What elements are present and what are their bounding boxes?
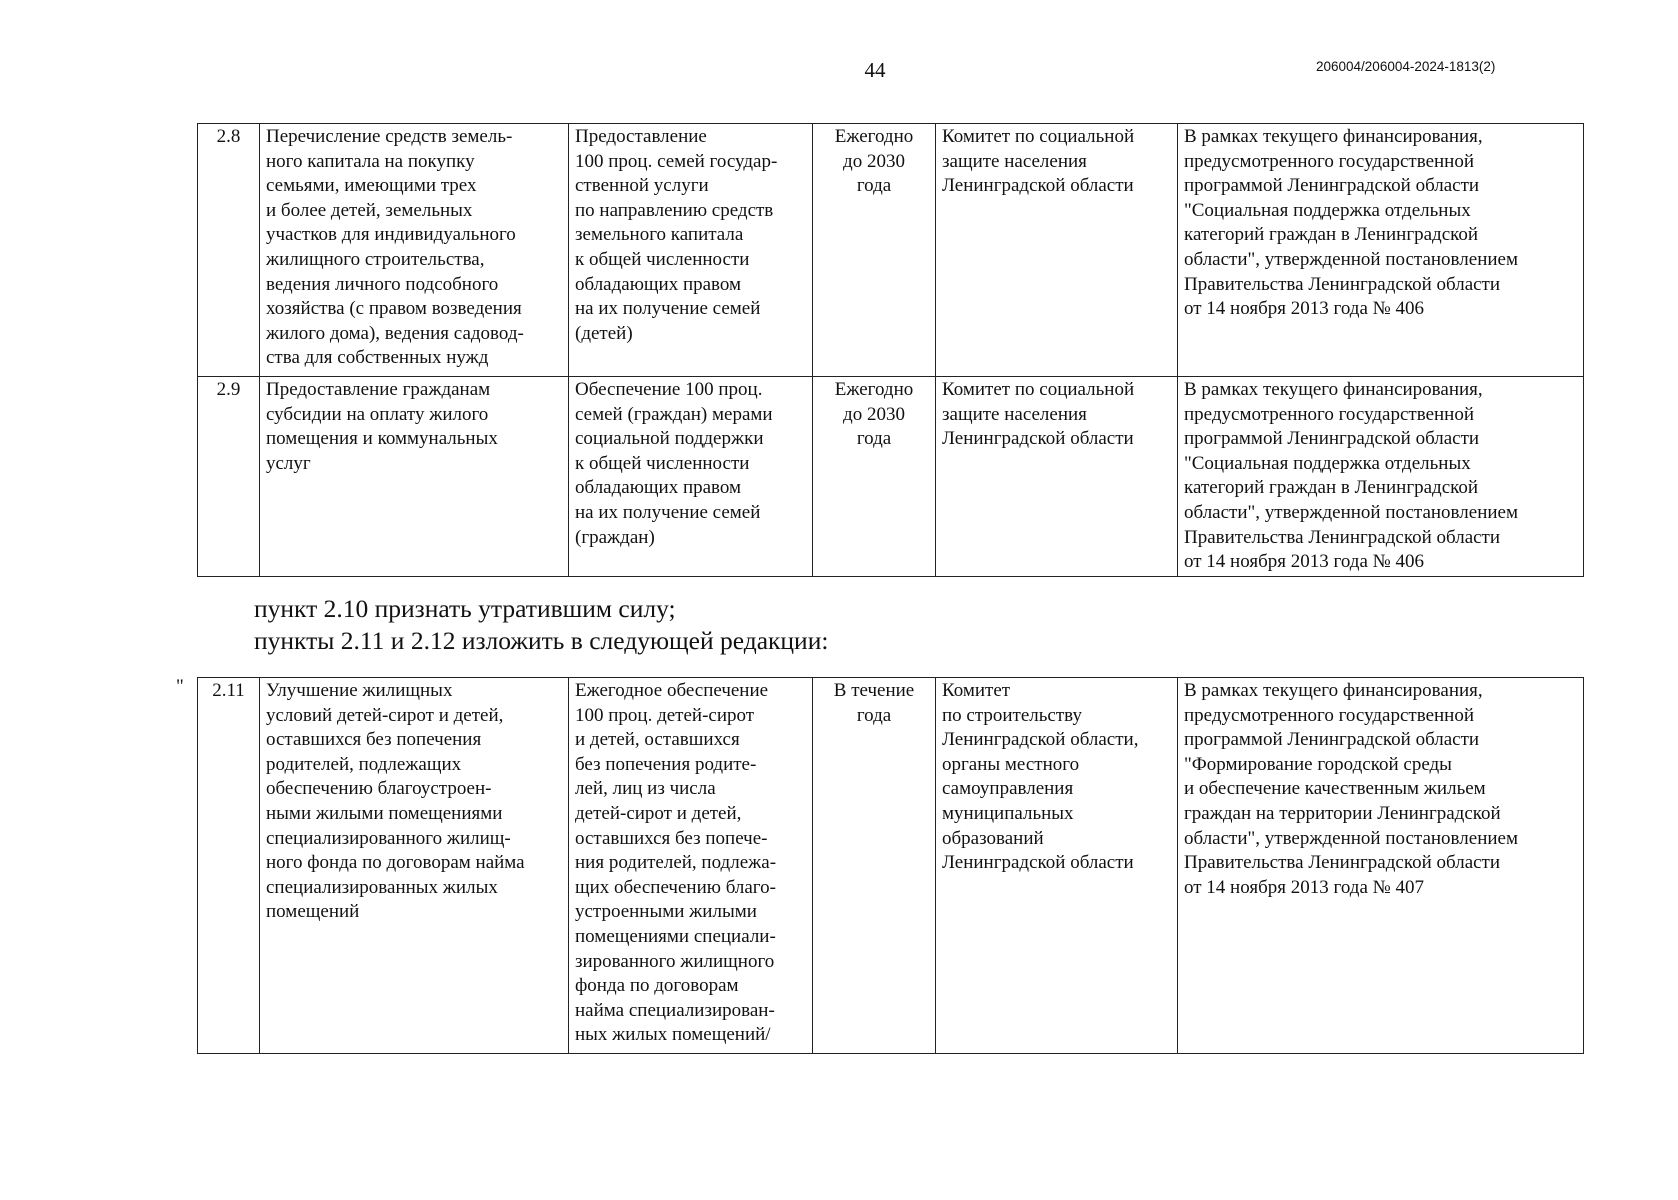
executor-cell: Комитет по строительству Ленинградской области, органы местного самоуправления муниципальных образований Ленинградской области xyxy=(936,678,1178,1054)
amendment-text xyxy=(254,593,828,657)
measure-cell: Предоставление гражданам субсидии на оплату жилого помещения и коммунальных услуг xyxy=(260,377,569,577)
term-cell: Ежегодно до 2030 года xyxy=(813,124,936,377)
measures-table-bottom xyxy=(197,677,1584,1054)
executor-cell: Комитет по социальной защите населения Ленинградской области xyxy=(936,377,1178,577)
quote-mark: " xyxy=(176,676,184,697)
table-row xyxy=(198,124,1584,377)
measures-table-top xyxy=(197,123,1584,577)
page-number: 44 xyxy=(864,58,886,82)
row-number: 2.8 xyxy=(198,124,260,377)
measure-cell: Перечисление средств земель- ного капитала на покупку семьями, имеющими трех и более детей, земельных участков для индивидуального жилищного строительства, ведения личного подсобного хозяйства (с правом возведения жилого дома), ведения садовод- ства для собственных нужд xyxy=(260,124,569,377)
measure-cell: Улучшение жилищных условий детей-сирот и детей, оставшихся без попечения родителей, подлежащих обеспечению благоустроен- ными жилыми помещениями специализированного жилищ- ного фонда по договорам найма специализированных жилых помещений xyxy=(260,678,569,1054)
document-id: 206004/206004-2024-1813(2) xyxy=(1316,59,1496,74)
executor-cell: Комитет по социальной защите населения Ленинградской области xyxy=(936,124,1178,377)
row-number: 2.9 xyxy=(198,377,260,577)
amendment-line: пункты 2.11 и 2.12 изложить в следующей редакции: xyxy=(254,626,829,655)
indicator-cell: Предоставление 100 проц. семей государ- ственной услуги по направлению средств земельного капитала к общей численности обладающих правом на их получение семей (детей) xyxy=(569,124,813,377)
indicator-cell: Обеспечение 100 проц. семей (граждан) мерами социальной поддержки к общей численности обладающих правом на их получение семей (граждан) xyxy=(569,377,813,577)
table-row xyxy=(198,377,1584,577)
indicator-cell: Ежегодное обеспечение 100 проц. детей-сирот и детей, оставшихся без попечения родите- лей, лиц из числа детей-сирот и детей, оставшихся без попече- ния родителей, подлежа- щих обеспечению благо- устроенными жилыми помещениями специали- зированного жилищного фонда по договорам найма специализирован- ных жилых помещений/ xyxy=(569,678,813,1054)
term-cell: Ежегодно до 2030 года xyxy=(813,377,936,577)
row-number: 2.11 xyxy=(198,678,260,1054)
table-row xyxy=(198,678,1584,1054)
financing-cell: В рамках текущего финансирования, предусмотренного государственной программой Ленинградской области "Социальная поддержка отдельных категорий граждан в Ленинградской области", утвержденной постановлением Правительства Ленинградской области от 14 ноября 2013 года № 406 xyxy=(1178,377,1584,577)
financing-cell: В рамках текущего финансирования, предусмотренного государственной программой Ленинградской области "Социальная поддержка отдельных категорий граждан в Ленинградской области", утвержденной постановлением Правительства Ленинградской области от 14 ноября 2013 года № 406 xyxy=(1178,124,1584,377)
amendment-line: пункт 2.10 признать утратившим силу; xyxy=(254,594,676,623)
financing-cell: В рамках текущего финансирования, предусмотренного государственной программой Ленинградской области "Формирование городской среды и обеспечение качественным жильем граждан на территории Ленинградской области", утвержденной постановлением Правительства Ленинградской области от 14 ноября 2013 года № 407 xyxy=(1178,678,1584,1054)
term-cell: В течение года xyxy=(813,678,936,1054)
